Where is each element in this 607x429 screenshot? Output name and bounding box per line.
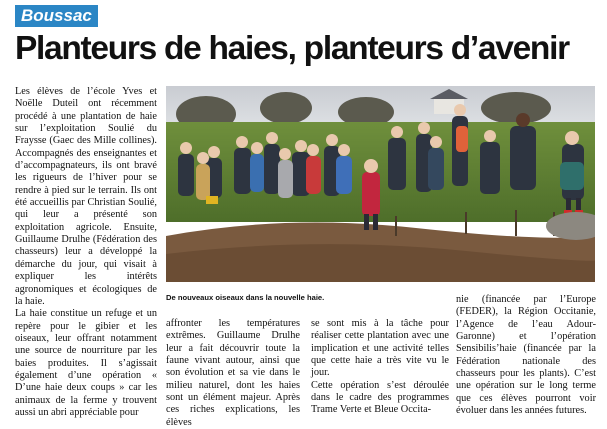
section-tag: Boussac [15, 5, 98, 27]
article-paragraph: La haie constitue un refuge et un repère pour le gibier et les oiseaux, leur offrant notamment une source de nourriture par les baies produites. Il s’agissait également d’une opération « D’une haie deux coups » car les animaux de la ferme y trouvent aussi un abri appréciable pour [15, 308, 157, 418]
article-column-4 [456, 294, 596, 417]
article-paragraph: affronter les températures extrêmes. Guillaume Drulhe leur a fait découvrir toute la faune vivant autour, ainsi que son évolution et sa vie dans le milieu naturel, dont les haies sont un élément majeur. Après ces riches explications, les élèves [166, 318, 300, 428]
article-photo [166, 86, 595, 282]
article-column-2 [166, 318, 300, 429]
article-column-3 [311, 318, 449, 417]
article-paragraph: Les élèves de l’école Yves et Noëlle Duteil ont récemment procédé à une plantation de haie sur l’exploitation Soulié du Fraysse (Gaec des Mille collines). Accompagnés des enseignantes et d’accompagnateurs, ils ont bravé les rigueurs de l’hiver pour se rendre à pied sur le terrain. Ils ont été accueillis par Christian Soulié, qui leur a présenté son exploitation agricole. Ensuite, Guillaume Drulhe (Fédération des chasseurs) leur a développé la démarche du jour, qui visait à expliquer les intérêts agronomiques et écologiques de la haie. [15, 86, 157, 307]
article-paragraph: se sont mis à la tâche pour réaliser cette plantation avec une implication et une activité telles que cette haie a très vite vu le jour. [311, 318, 449, 379]
article-paragraph: nie (financée par l’Europe (FEDER), la Région Occitanie, l’Agence de l’eau Adour-Garonne) et l’opération Sensibilis’haie (financée par la Fédération nationale des chasseurs pour les plants). C’est une opération sur le long terme que ces élèves pourront voir évoluer dans les années futures. [456, 294, 596, 417]
article-column-1 [15, 86, 157, 419]
photo-caption: De nouveaux oiseaux dans la nouvelle haie. [166, 293, 325, 302]
article-paragraph: Cette opération s’est déroulée dans le cadre des programmes Trame Verte et Bleue Occita- [311, 379, 449, 416]
schoolchildren-planting-hedge-image [166, 86, 595, 282]
headline: Planteurs de haies, planteurs d’avenir [15, 30, 569, 67]
